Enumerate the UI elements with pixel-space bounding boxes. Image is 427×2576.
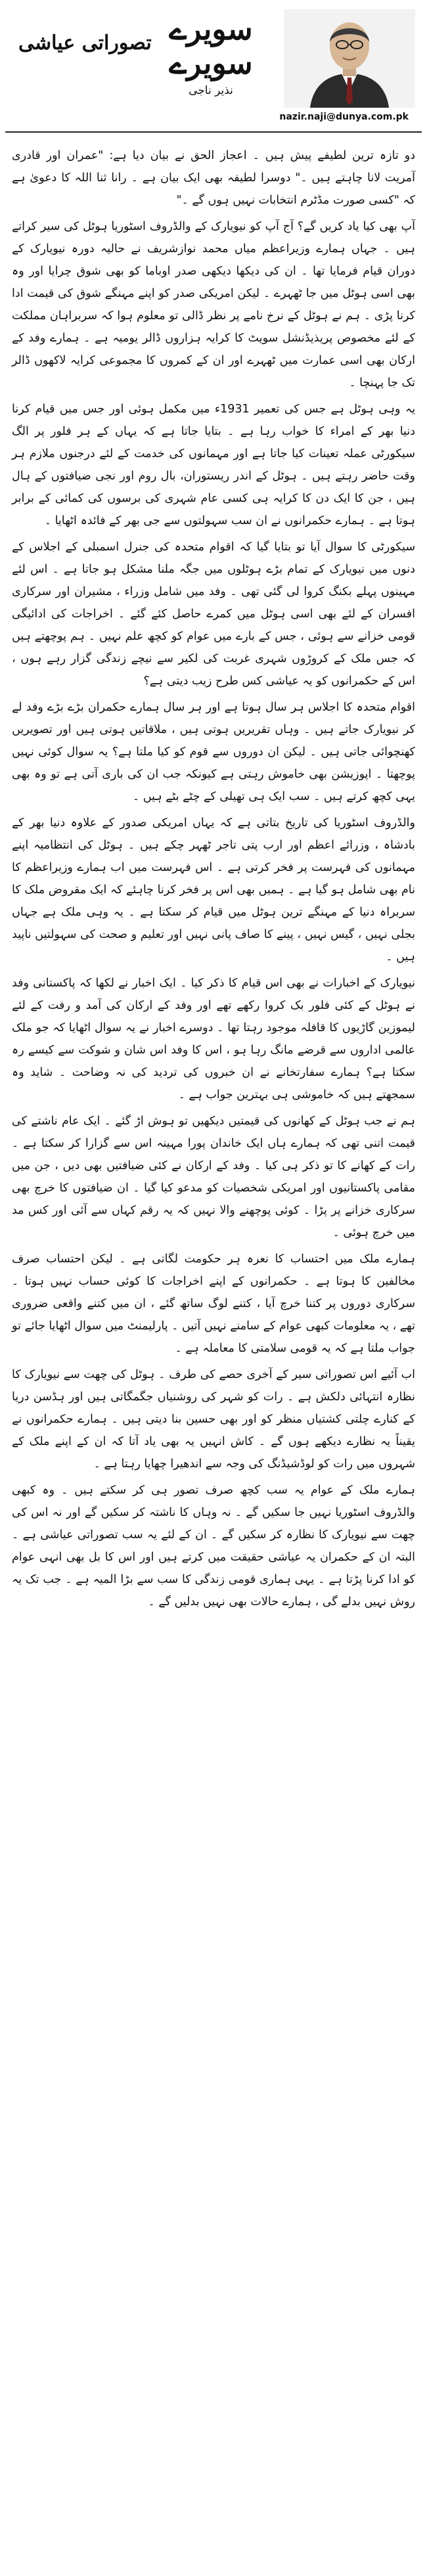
masthead [155, 12, 267, 97]
article-paragraph: اب آئیے اس تصوراتی سیر کے آخری حصے کی طرف ۔ ہوٹل کی چھت سے نیویارک کا نظارہ انتہائی دلکش ہے ۔ رات کو شہر کی روشنیاں جگمگاتی ہیں اور ہڈسن دریا کے کنارے چلتی کشتیاں منظر کو اور بھی حسین بنا دیتی ہیں ۔ ہمارے حکمرانوں نے یقیناً یہ نظارے دیکھے ہوں گے ۔ کاش انہیں یہ بھی یاد آتا کہ ان کے اپنے ملک کے شہروں میں رات کو لوڈشیڈنگ کی وجہ سے اندھیرا چھایا رہتا ہے ۔ [12, 1368, 415, 1471]
article-paragraph: دو تازہ ترین لطیفے پیش ہیں ۔ اعجاز الحق نے بیان دیا ہے: "عمران اور قادری آمریت لانا چاہتے ہیں ۔" دوسرا لطیفہ بھی ایک بیان ہے ۔ رانا ثنا اللہ کا دعویٰ ہے کہ "کسی صورت مڈٹرم انتخابات نہیں ہوں گے ۔" [12, 149, 415, 207]
article-paragraph: یہ وہی ہوٹل ہے جس کی تعمیر 1931ء میں مکمل ہوئی اور جس میں قیام کرنا دنیا بھر کے امراء کا خواب رہا ہے ۔ بتایا جاتا ہے کہ یہاں کے ہر فلور پر الگ سیکورٹی عملہ تعینات کیا جاتا ہے اور مہمانوں کی خدمت کے لئے درجنوں ملازم ہر وقت حاضر رہتے ہیں ۔ ہوٹل کے اندر ریستوران، بال روم اور نجی ضیافتوں کے ہال ہیں ، جن کا ایک دن کا کرایہ ہی کسی عام شہری کی برسوں کی کمائی کے برابر ہوتا ہے ۔ ہمارے حکمرانوں نے ان سب سہولتوں سے جی بھر کے فائدہ اٹھایا ۔ [12, 403, 415, 527]
column-title: تصوراتی عیاشی [18, 32, 152, 55]
article-paragraph: سیکورٹی کا سوال آیا تو بتایا گیا کہ اقوام متحدہ کی جنرل اسمبلی کے اجلاس کے دنوں میں نیویارک کے تمام بڑے ہوٹلوں میں جگہ ملنا مشکل ہو جاتا ہے ۔ اس لئے مہینوں پہلے بکنگ کروا لی گئی تھی ۔ وفد میں شامل وزراء ، مشیران اور سرکاری افسران کے لئے بھی اسی ہوٹل میں کمرے حاصل کئے گئے ۔ اخراجات کی ادائیگی قومی خزانے سے ہوئی ، جس کے بارے میں عوام کو کچھ علم نہیں ۔ ہم پوچھتے ہیں کہ جس ملک کے کروڑوں شہری غربت کی لکیر سے نیچے زندگی گزار رہے ہوں ، اس کے حکمرانوں کو یہ عیاشی کس طرح زیب دیتی ہے؟ [12, 541, 415, 688]
author-name: نذیر ناجی [189, 84, 233, 97]
author-portrait-icon [284, 9, 415, 108]
article-paragraph: والڈروف اسٹوریا کی تاریخ بتاتی ہے کہ یہاں امریکی صدور کے علاوہ دنیا بھر کے بادشاہ ، وزرائے اعظم اور ارب پتی تاجر ٹھہر چکے ہیں ۔ ہوٹل کی انتظامیہ اپنے مہمانوں کی فہرست پر فخر کرتی ہے ۔ اس فہرست میں اب ہمارے وزیراعظم کا نام بھی شامل ہو گیا ہے ۔ ہمیں بھی اس پر فخر کرنا چاہئے کہ ایک مقروض ملک کا سربراہ دنیا کے مہنگے ترین ہوٹل میں قیام کر سکتا ہے ۔ یہ وہی ملک ہے جہاں بجلی نہیں ، گیس نہیں ، پینے کا صاف پانی نہیں اور تعلیم و صحت کی سہولتیں ناپید ہیں ۔ [12, 816, 415, 964]
article-paragraph: ہمارے ملک کے عوام یہ سب کچھ صرف تصور ہی کر سکتے ہیں ۔ وہ کبھی والڈروف اسٹوریا نہیں جا سکیں گے ۔ نہ وہاں کا ناشتہ کر سکیں گے اور نہ اس کی چھت سے نیویارک کا نظارہ کر سکیں گے ۔ ان کے لئے یہ سب تصوراتی عیاشی ہے ۔ البتہ ان کے حکمران یہ عیاشی حقیقت میں کرتے ہیں اور اس کا بل بھی انہی عوام کو ادا کرنا پڑتا ہے ۔ یہی ہماری قومی زندگی کا سب سے بڑا المیہ ہے ۔ جب تک یہ روش نہیں بدلے گی ، ہمارے حالات بھی نہیں بدلیں گے ۔ [12, 1484, 415, 1609]
article-paragraph: ہمارے ملک میں احتساب کا نعرہ ہر حکومت لگاتی ہے ۔ لیکن احتساب صرف مخالفین کا ہوتا ہے ۔ حکمرانوں کے اپنے اخراجات کا کوئی حساب نہیں ہوتا ۔ سرکاری دوروں پر کتنا خرچ آیا ، کتنے لوگ ساتھ گئے ، ان میں کتنے واقعی ضروری تھے ، یہ معلومات کبھی عوام کے سامنے نہیں آتیں ۔ پارلیمنٹ میں سوال اٹھایا جائے تو جواب ملتا ہے کہ یہ قومی سلامتی کا معاملہ ہے ۔ [12, 1253, 415, 1355]
column-header [5, 0, 422, 133]
article-paragraph: نیویارک کے اخبارات نے بھی اس قیام کا ذکر کیا ۔ ایک اخبار نے لکھا کہ پاکستانی وفد نے ہوٹل کے کئی فلور بک کروا رکھے تھے اور وفد کے ارکان کی آمد و رفت کے لئے لیموزین گاڑیوں کا قافلہ موجود رہتا تھا ۔ دوسرے اخبار نے یہ سوال اٹھایا کہ جو ملک عالمی اداروں سے قرضے مانگ رہا ہو ، اس کا وفد اس شان و شوکت سے کیسے رہ سکتا ہے؟ ہمارے سفارتخانے نے ان خبروں کی تردید کی نہ وضاحت ۔ شاید وہ سمجھتے ہیں کہ خاموشی ہی بہترین جواب ہے ۔ [12, 977, 415, 1101]
article-paragraph: اقوام متحدہ کا اجلاس ہر سال ہوتا ہے اور ہر سال ہمارے حکمران بڑے بڑے وفد لے کر نیویارک جاتے ہیں ۔ وہاں تقریریں ہوتی ہیں ، ملاقاتیں ہوتی ہیں اور تصویریں کھنچوائی جاتی ہیں ۔ لیکن ان دوروں سے قوم کو کیا ملتا ہے؟ یہ سوال کوئی نہیں پوچھتا ۔ اپوزیشن بھی خاموش رہتی ہے کیونکہ جب ان کی باری آتی ہے تو وہ بھی یہی کچھ کرتے ہیں ۔ سب ایک ہی تھیلی کے چٹے بٹے ہیں ۔ [12, 701, 415, 803]
author-email: nazir.naji@dunya.com.pk [279, 112, 409, 122]
series-name: سویرے سویرے [169, 11, 253, 81]
article-paragraph: ہم نے جب ہوٹل کے کھانوں کی قیمتیں دیکھیں تو ہوش اڑ گئے ۔ ایک عام ناشتے کی قیمت اتنی تھی کہ ہمارے ہاں ایک خاندان پورا مہینہ اس سے گزارا کر سکتا ہے ۔ رات کے کھانے کا تو ذکر ہی کیا ۔ وفد کے ارکان نے کئی ضیافتیں بھی دیں ، جن میں مقامی پاکستانیوں اور امریکی شخصیات کو مدعو کیا گیا ۔ ان ضیافتوں کا خرچ بھی سرکاری خزانے پر پڑا ۔ کوئی پوچھنے والا نہیں کہ یہ رقم کہاں سے آئی اور کس مد میں خرچ ہوئی ۔ [12, 1115, 415, 1239]
article-paragraph: آپ بھی کیا یاد کریں گے؟ آج آپ کو نیویارک کے والڈروف اسٹوریا ہوٹل کی سیر کراتے ہیں ۔ جہاں ہمارے وزیراعظم میاں محمد نوازشریف نے حالیہ دورہ نیویارک کے دوران قیام فرمایا تھا ۔ ان کی دیکھا دیکھی صدر اوباما کو بھی شوق چرایا اور وہ بھی اسی ہوٹل میں جا ٹھہرے ۔ لیکن امریکی صدر کو اپنے مہنگے شوق کی قیمت ادا کرنا پڑی ۔ ہم نے ہوٹل کے نرخ نامے پر نظر ڈالی تو معلوم ہوا کہ سربراہان مملکت کے لئے مخصوص پریذیڈنشل سویٹ کا کرایہ ہزاروں ڈالر یومیہ ہے ۔ ہمارے وفد کے ارکان بھی اسی عمارت میں ٹھہرے اور ان کے کمروں کا مجموعی کرایہ لاکھوں ڈالر تک جا پہنچا ۔ [12, 220, 416, 389]
article-body [5, 133, 422, 1613]
